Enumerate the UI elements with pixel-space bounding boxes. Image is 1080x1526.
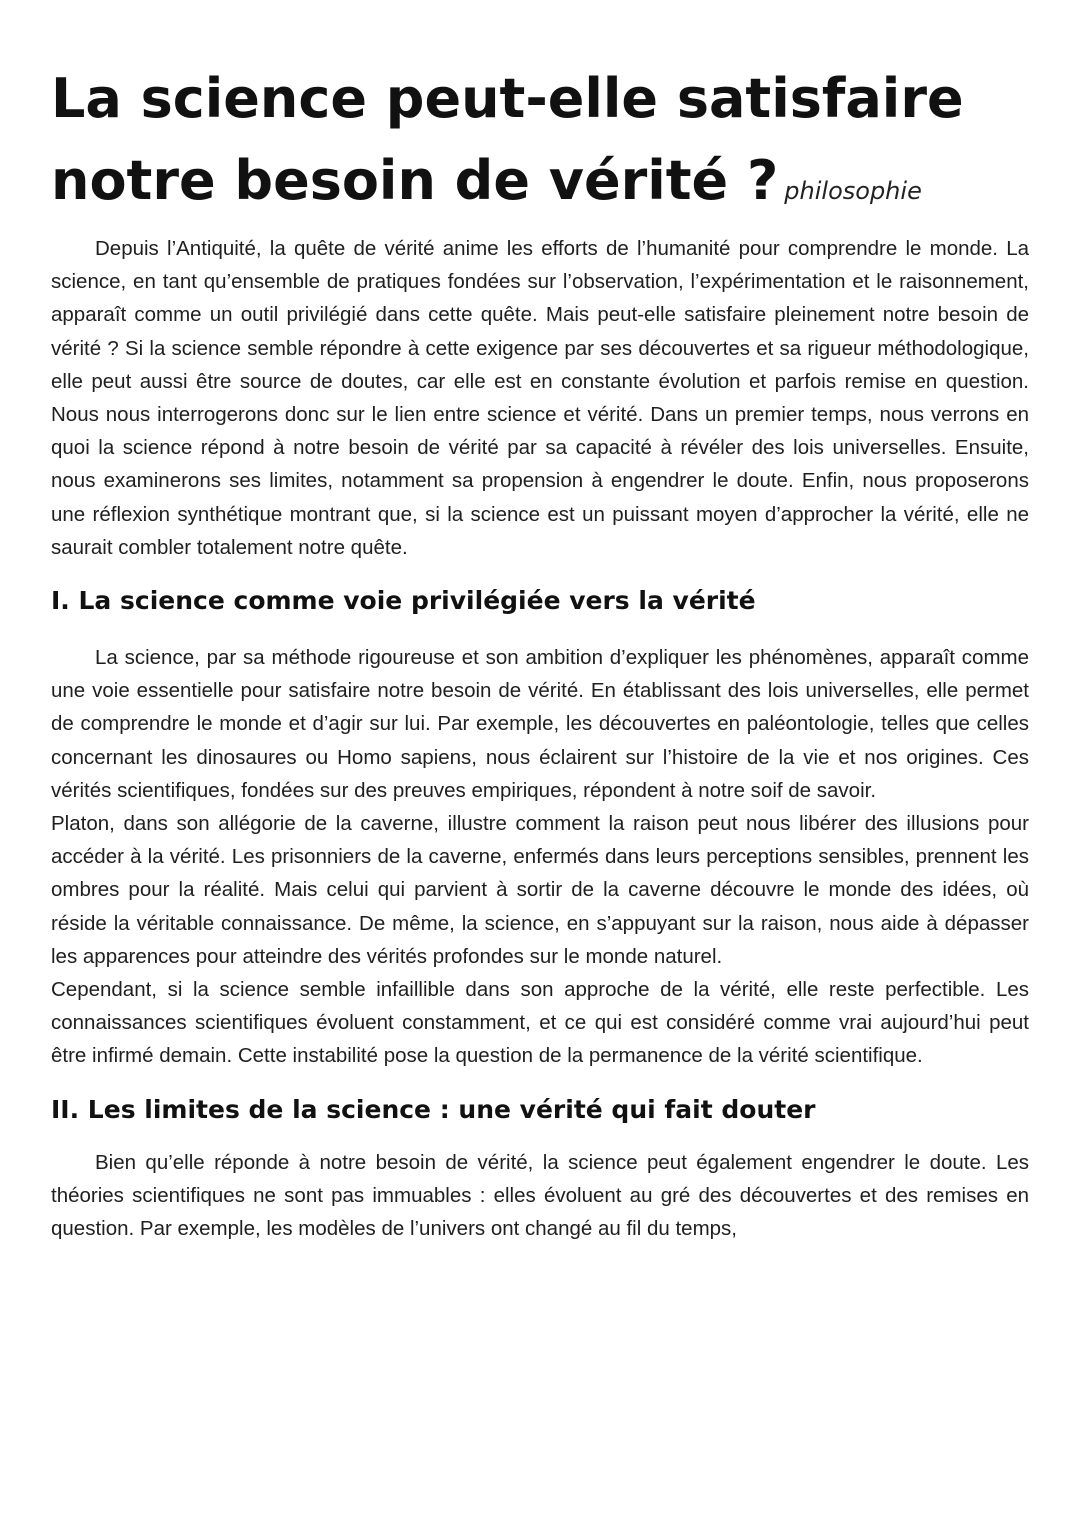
- introduction-paragraph: Depuis l’Antiquité, la quête de vérité anime les efforts de l’humanité pour comprendre le monde. La science, en tant qu’ensemble de pratiques fondées sur l’observation, l’expérimentation et le raisonnement, apparaît comme un outil privilégié dans cette quête. Mais peut-elle satisfaire pleinement notre besoin de vérité ? Si la science semble répondre à cette exigence par ses découvertes et sa rigueur méthodologique, elle peut aussi être source de doutes, car elle est en constante évolution et parfois remise en question. Nous nous interrogerons donc sur le lien entre science et vérité. Dans un premier temps, nous verrons en quoi la science répond à notre besoin de vérité par sa capacité à révéler des lois universelles. Ensuite, nous examinerons ses limites, notamment sa propension à engendrer le doute. Enfin, nous proposerons une réflexion synthétique montrant que, si la science est un puissant moyen d’approcher la vérité, elle ne saurait combler totalement notre quête.: [51, 237, 1029, 559]
- document-page: [51, 58, 1029, 1245]
- section-1-heading: I. La science comme voie privilégiée vers la vérité: [51, 586, 756, 616]
- title-line-1: La science peut-elle satisfaire: [51, 67, 964, 130]
- page-title: [51, 58, 1029, 232]
- subject-label: philosophie: [784, 177, 922, 205]
- section-1-paragraph-2: Platon, dans son allégorie de la caverne, illustre comment la raison peut nous libérer des illusions pour accéder à la vérité. Les prisonniers de la caverne, enfermés dans leurs perceptions sensibles, prennent les ombres pour la réalité. Mais celui qui parvient à sortir de la caverne découvre le monde des idées, où réside la véritable connaissance. De même, la science, en s’appuyant sur la raison, nous aide à dépasser les apparences pour atteindre des vérités profondes sur le monde naturel.: [51, 812, 1029, 968]
- section-1-paragraph-1: La science, par sa méthode rigoureuse et son ambition d’expliquer les phénomènes, apparaît comme une voie essentielle pour satisfaire notre besoin de vérité. En établissant des lois universelles, elle permet de comprendre le monde et d’agir sur lui. Par exemple, les découvertes en paléontologie, telles que celles concernant les dinosaures ou Homo sapiens, nous éclairent sur l’histoire de la vie et nos origines. Ces vérités scientifiques, fondées sur des preuves empiriques, répondent à notre soif de savoir.: [51, 646, 1029, 802]
- section-2-heading: II. Les limites de la science : une vérité qui fait douter: [51, 1094, 816, 1124]
- section-1-paragraph-3: Cependant, si la science semble infaillible dans son approche de la vérité, elle reste perfectible. Les connaissances scientifiques évoluent constamment, et ce qui est considéré comme vrai aujourd’hui peut être infirmé demain. Cette instabilité pose la question de la permanence de la vérité scientifique.: [51, 978, 1029, 1068]
- title-line-2: notre besoin de vérité ?: [51, 149, 779, 212]
- section-2-paragraph-1: Bien qu’elle réponde à notre besoin de vérité, la science peut également engendrer le doute. Les théories scientifiques ne sont pas immuables : elles évoluent au gré des découvertes et des remises en question. Par exemple, les modèles de l’univers ont changé au fil du temps,: [51, 1150, 1029, 1241]
